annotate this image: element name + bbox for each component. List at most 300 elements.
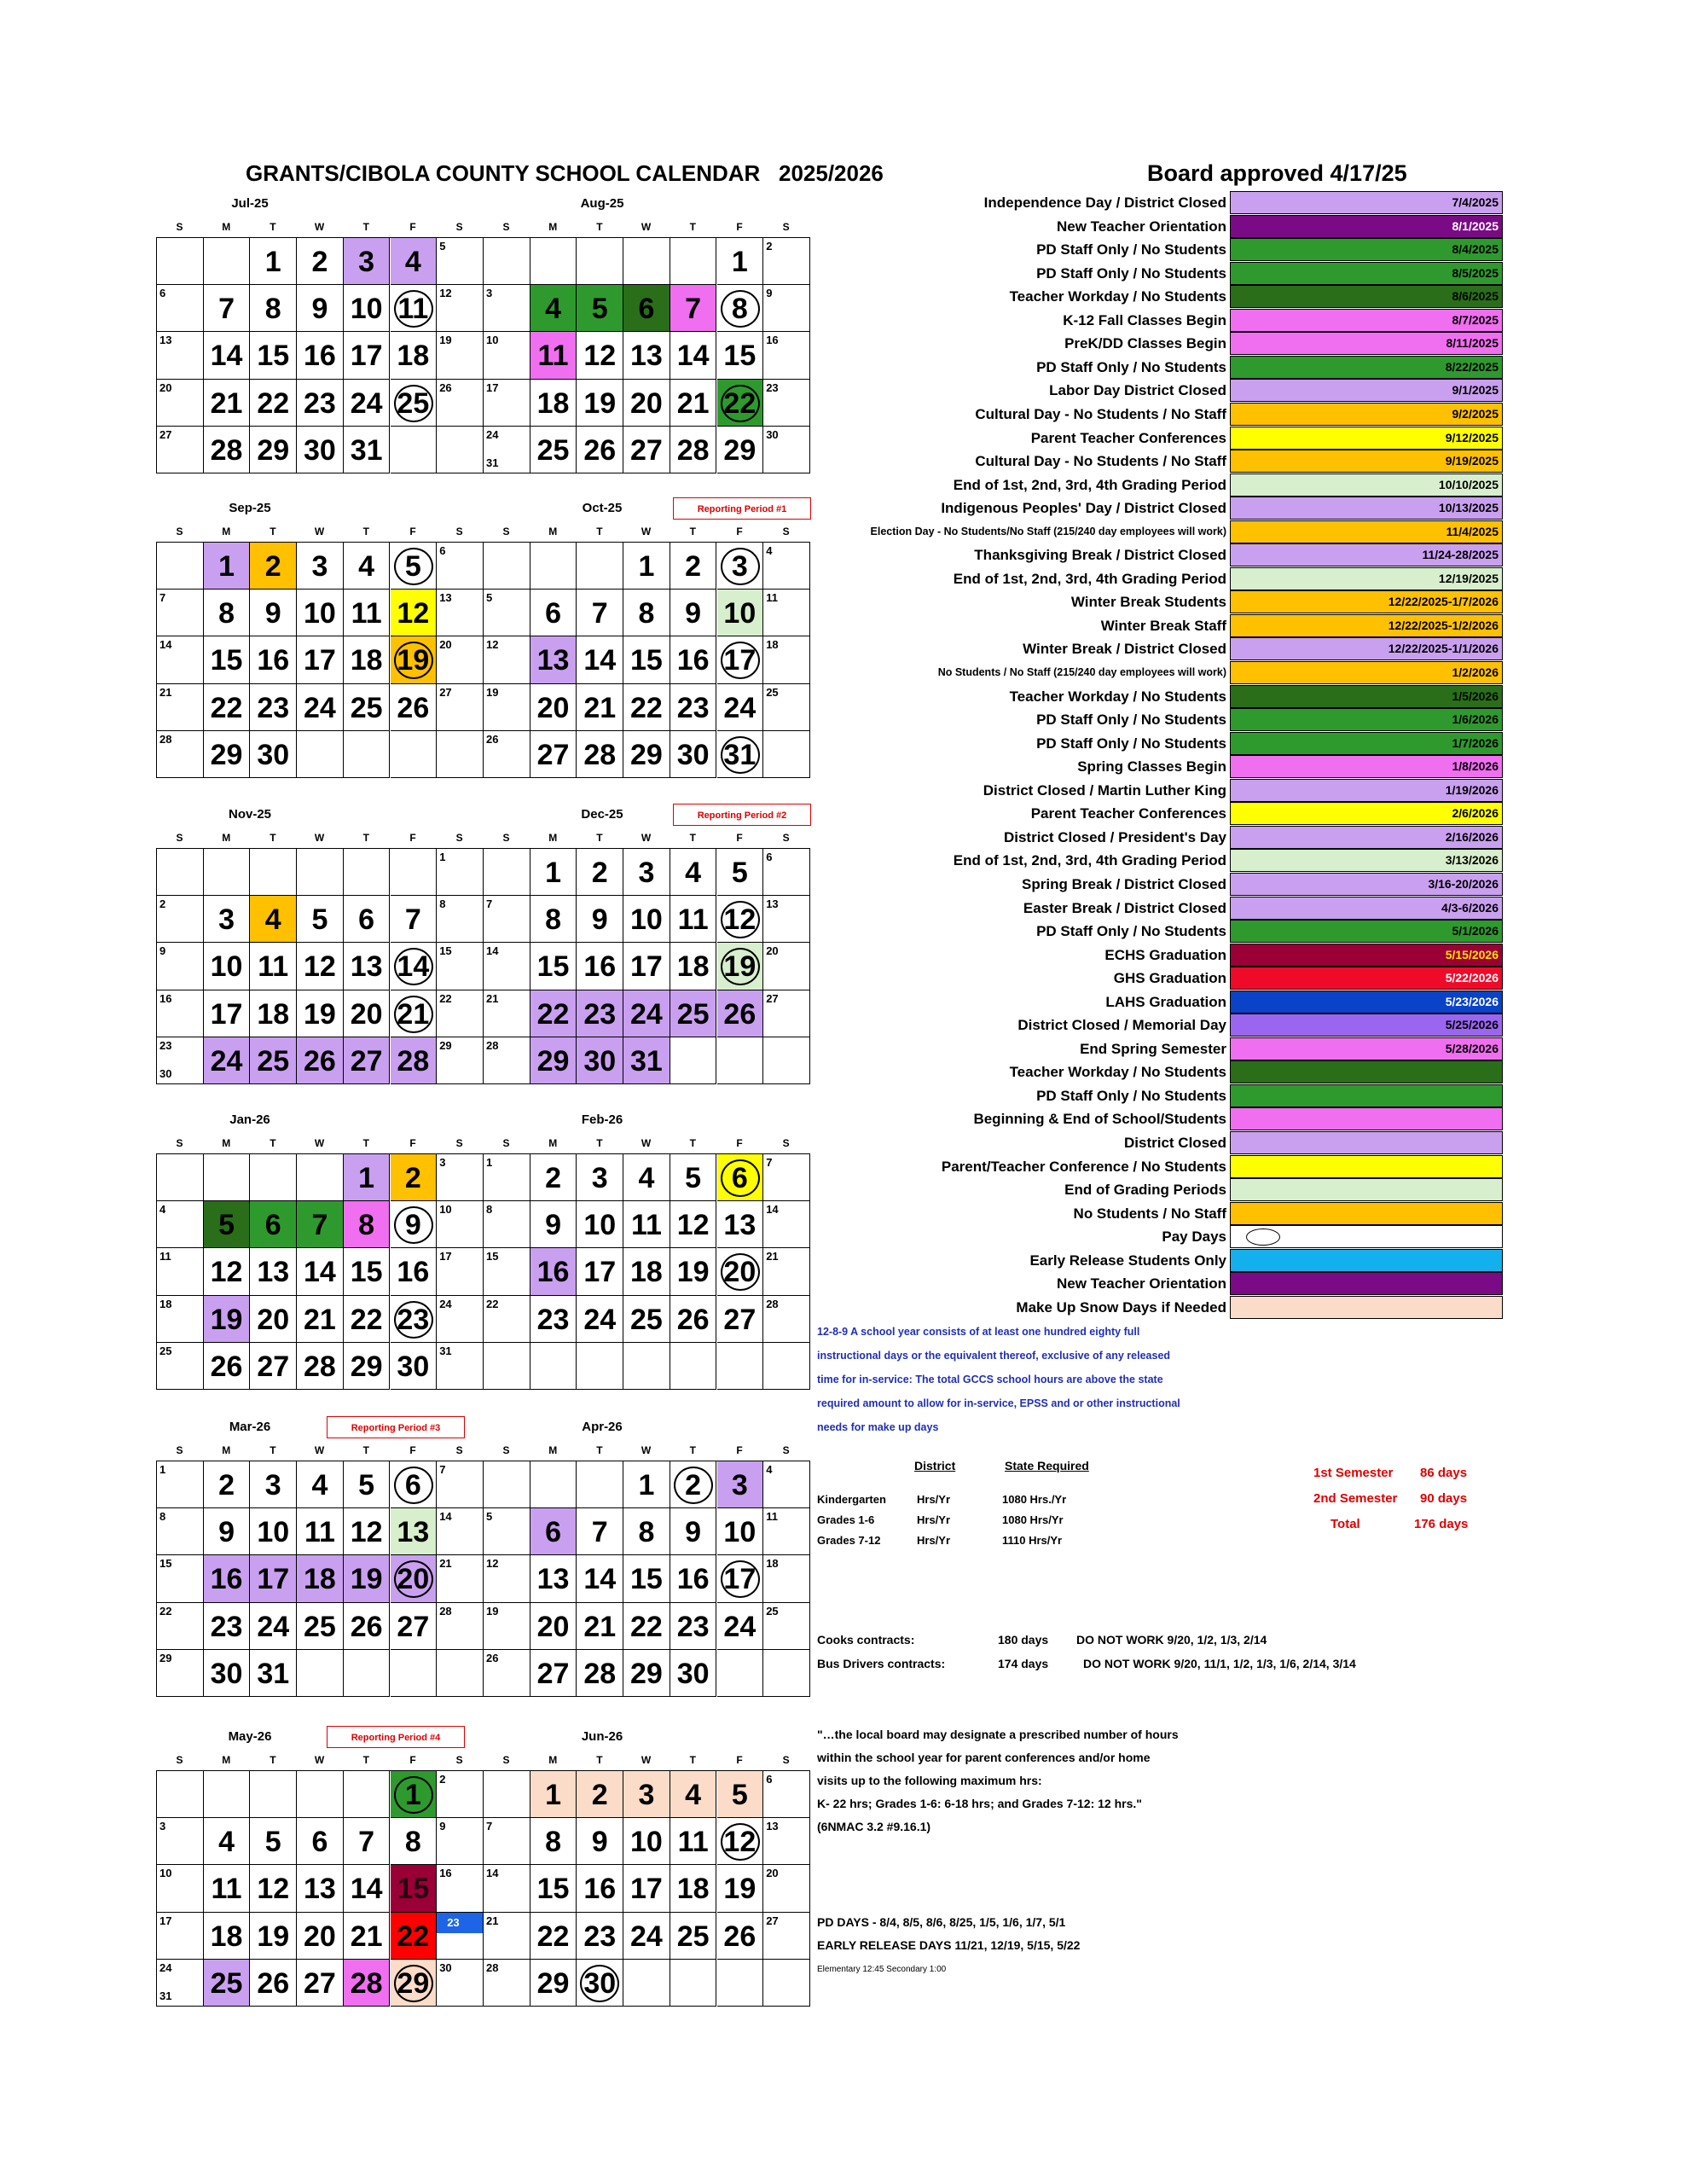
day-of-week-label: M [222,1444,231,1456]
event-date-swatch [1230,1060,1503,1083]
day-number: 2 [685,550,702,583]
contract-no-work-days: DO NOT WORK 9/20, 11/1, 1/2, 1/3, 1/6, 2/14, 3/14 [1083,1657,1356,1670]
reporting-period-label: Reporting Period #2 [673,804,811,826]
day-cell-2 [763,238,810,285]
month-title: Feb-26 [581,1112,623,1127]
calendar-title: GRANTS/CIBOLA COUNTY SCHOOL CALENDAR 2025/2026 [246,160,884,186]
day-cell-1 [530,849,577,896]
day-number: 11 [677,1826,709,1859]
day-cell-4 [250,896,297,943]
day-cell-5 [670,1154,717,1201]
day-cell-11 [530,332,577,379]
month-title: Sep-25 [229,501,271,515]
day-number: 6 [638,293,655,326]
day-cell-15 [437,943,484,990]
day-cell-24 [577,1296,623,1343]
day-of-week-label: F [409,526,416,537]
day-cell-11 [391,285,438,332]
day-number: 6 [311,1826,328,1859]
semester-days: 86 days [1420,1466,1468,1480]
release-times-note: Elementary 12:45 Secondary 1:00 [817,1965,947,1974]
day-cell-28 [157,731,204,778]
day-number: 13 [766,1820,779,1833]
day-number: 9 [311,293,328,326]
event-label: Teacher Workday / No Students [1009,288,1226,305]
day-number: 30 [397,1350,430,1383]
event-label: End of Grading Periods [1064,1182,1226,1199]
day-cell-18 [297,1555,344,1602]
day-number: 26 [723,1920,757,1953]
day-cell-12 [250,1865,297,1912]
day-number: 16 [676,1563,710,1596]
day-number: 12 [486,638,499,652]
day-cell-12 [717,1818,764,1865]
day-of-week-label: F [409,1137,416,1149]
day-number: 30 [210,1657,243,1690]
month-grid [156,542,484,778]
day-number: 5 [311,903,328,937]
day-cell-7 [484,1818,530,1865]
day-cell [670,1343,717,1390]
day-number: 1 [439,851,446,863]
day-cell-20 [250,1296,297,1343]
day-number: 20 [766,1867,779,1880]
day-cell-3 [297,543,344,590]
day-cell-5 [577,285,623,332]
day-cell-13 [250,1248,297,1295]
day-cell-13 [530,1555,577,1602]
event-label: Parent Teacher Conferences [1030,805,1226,822]
day-of-week-label: M [548,526,558,537]
day-of-week-label: S [455,1137,463,1149]
day-number: 20 [536,1610,570,1643]
day-cell-18 [670,943,717,990]
day-number: 7 [591,597,608,630]
day-number: 25 [397,386,430,420]
day-cell-9 [577,1818,623,1865]
day-number: 31 [486,456,499,469]
day-cell-19 [484,684,530,731]
event-date-swatch: 9/2/2025 [1230,403,1503,426]
day-number: 14 [210,340,243,373]
day-of-week-label: S [502,221,510,233]
day-cell-28 [577,1650,623,1697]
day-cell-15 [623,636,670,683]
day-number: 7 [358,1826,375,1859]
day-number: 31 [439,1344,452,1357]
day-cell-29 [530,1037,577,1084]
month-grid [483,1461,810,1697]
day-cell [157,1154,204,1201]
day-number: 25 [350,691,383,724]
day-number: 20 [439,638,452,652]
day-cell-22 [157,1603,204,1650]
event-label: New Teacher Orientation [1056,1275,1226,1292]
event-label: Parent/Teacher Conference / No Students [941,1158,1226,1175]
day-cell [623,1960,670,2007]
day-cell [391,427,438,473]
day-cell-14 [577,1555,623,1602]
day-number: 15 [257,340,290,373]
day-cell-12 [297,943,344,990]
day-cell-3 [717,543,764,590]
event-date-swatch: 2/16/2026 [1230,826,1503,849]
day-number: 27 [304,1966,336,2000]
day-cell-2 [577,849,623,896]
day-cell-10 [204,943,251,990]
day-of-week-label: F [409,1754,416,1766]
day-number: 19 [486,685,499,699]
payday-circle [721,642,760,679]
day-cell-2 [530,1154,577,1201]
day-number: 10 [257,1516,290,1549]
day-of-week-label: T [270,1444,276,1456]
day-cell-22 [344,1296,391,1343]
day-cell-14 [437,1508,484,1555]
day-number: 26 [304,1044,336,1077]
day-number: 31 [257,1657,290,1690]
day-cell-14 [297,1248,344,1295]
day-cell-22 [623,684,670,731]
day-cell-22 [204,684,251,731]
day-number: 29 [723,433,757,467]
day-number: 1 [404,1779,421,1811]
day-number: 25 [766,685,779,699]
day-cell-21 [577,1603,623,1650]
day-cell-8 [717,285,764,332]
event-date-swatch [1230,1296,1503,1319]
day-number: 24 [159,1960,172,1974]
day-cell-12 [670,1201,717,1248]
district-hours: Hrs/Yr [917,1513,951,1526]
day-number: 17 [630,950,663,984]
day-cell-29 [530,1960,577,2007]
day-of-week-label: T [596,221,603,233]
event-date-swatch: 5/22/2026 [1230,967,1503,990]
month-title: Mar-26 [229,1420,271,1434]
day-number: 18 [397,340,430,373]
day-number: 11 [677,903,709,937]
event-date-swatch: 8/11/2025 [1230,332,1503,355]
day-number: 15 [486,1250,499,1263]
day-cell-26 [297,1037,344,1084]
day-number: 16 [536,1256,570,1289]
payday-circle [394,1560,433,1598]
day-number: 7 [591,1516,608,1549]
day-cell-20 [344,990,391,1037]
payday-legend-swatch [1230,1225,1503,1248]
day-number: 15 [630,1563,663,1596]
state-hours: 1110 Hrs/Yr [1002,1534,1063,1547]
quote-line: "…the local board may designate a prescribed number of hours [817,1728,1179,1741]
day-cell [437,1650,484,1697]
day-number: 20 [536,691,570,724]
day-cell-19 [717,1865,764,1912]
event-label: Pay Days [1162,1228,1226,1246]
day-cell-18 [250,990,297,1037]
day-of-week-label: T [689,1444,696,1456]
day-cell [297,1650,344,1697]
day-number: 5 [486,591,493,605]
day-cell-26 [484,731,530,778]
day-number: 2 [685,1469,702,1502]
day-cell-26 [437,380,484,427]
day-of-week-label: S [502,526,510,537]
day-cell-15 [250,332,297,379]
event-date-swatch [1230,1178,1503,1201]
day-cell-4 [391,238,438,285]
day-cell-30 [204,1650,251,1697]
day-number: 12 [723,1826,757,1859]
day-cell-10 [484,332,530,379]
day-cell-16 [250,636,297,683]
day-cell-29 [437,1037,484,1084]
day-cell-5 [391,543,438,590]
day-number: 17 [723,1563,757,1596]
day-cell-1 [391,1771,438,1818]
day-cell-25 [763,1603,810,1650]
day-of-week-label: W [314,1137,325,1149]
day-cell-14 [204,332,251,379]
day-number: 27 [439,685,452,699]
day-number: 27 [159,427,172,441]
semester-label: 2nd Semester [1313,1491,1398,1506]
day-cell-23 [763,380,810,427]
day-cell-28 [670,427,717,473]
month-grid [156,1153,484,1390]
day-cell-27 [623,427,670,473]
day-cell-6 [763,849,810,896]
day-of-week-label: S [782,526,790,537]
day-of-week-label: T [270,526,276,537]
day-number: 11 [258,950,289,984]
day-cell [157,849,204,896]
day-cell-25 [157,1343,204,1390]
payday-circle [721,385,760,422]
day-number: 8 [439,897,446,911]
day-number: 3 [731,550,748,583]
day-of-week-label: W [314,1754,325,1766]
event-label: Make Up Snow Days if Needed [1016,1298,1226,1316]
day-cell-27 [391,1603,438,1650]
reporting-period-label: Reporting Period #1 [673,497,811,520]
day-number: 24 [350,386,383,420]
day-cell [391,1650,438,1697]
event-label: Cultural Day - No Students / No Staff [975,405,1226,422]
day-number: 22 [159,1604,172,1618]
event-label: End of 1st, 2nd, 3rd, 4th Grading Period [953,852,1226,869]
day-cell-17 [623,943,670,990]
day-cell-9 [391,1201,438,1248]
month-grid [156,237,484,473]
day-number: 19 [397,644,430,677]
day-number: 3 [591,1162,608,1194]
day-cell-6 [250,1201,297,1248]
day-of-week-label: S [176,221,183,233]
day-cell-6 [530,590,577,636]
day-cell-21 [297,1296,344,1343]
day-number: 7 [486,1820,493,1833]
day-cell-21 [344,1913,391,1960]
day-cell-1 [717,238,764,285]
day-number: 27 [766,1914,779,1927]
day-of-week-label: W [641,526,652,537]
day-of-week-label: M [222,221,231,233]
event-label: Parent Teacher Conferences [1030,429,1226,446]
day-number: 5 [486,1510,493,1524]
day-cell-5 [717,849,764,896]
day-cell-17 [484,380,530,427]
day-cell-12 [344,1508,391,1555]
day-cell-3 [623,849,670,896]
day-cell-22 [250,380,297,427]
day-number: 26 [676,1303,710,1336]
day-number: 26 [486,732,499,746]
day-number: 3 [358,246,375,278]
day-cell-31 [623,1037,670,1084]
day-cell-9 [250,590,297,636]
day-number: 29 [350,1350,383,1383]
semester-days: 90 days [1420,1491,1468,1506]
day-cell-7 [484,896,530,943]
day-cell [391,849,438,896]
day-number: 2 [591,857,608,889]
day-cell-7 [577,590,623,636]
day-number: 13 [723,1209,757,1242]
day-of-week-label: S [502,832,510,844]
day-cell-8 [437,896,484,943]
day-of-week-label: S [782,221,790,233]
day-cell-16 [763,332,810,379]
day-cell-6 [157,285,204,332]
day-number: 10 [723,597,757,630]
event-label: End Spring Semester [1080,1040,1226,1057]
district-hours: Hrs/Yr [917,1493,951,1506]
day-cell-12 [484,636,530,683]
day-of-week-label: S [176,1137,183,1149]
day-cell-13 [157,332,204,379]
day-cell-3 [204,896,251,943]
day-number: 10 [723,1516,757,1549]
day-cell-10 [157,1865,204,1912]
day-cell-23 [530,1296,577,1343]
day-cell-24 [623,1913,670,1960]
day-cell-4 [530,285,577,332]
day-cell-31 [250,1650,297,1697]
day-cell-6 [437,543,484,590]
day-number: 5 [731,1779,748,1811]
day-number: 17 [304,644,336,677]
day-cell-29 [250,427,297,473]
day-number: 12 [257,1873,290,1906]
day-number: 23 [766,380,779,394]
day-number: 6 [545,1516,561,1549]
event-date-swatch: 1/8/2026 [1230,755,1503,778]
day-of-week-label: T [362,1754,369,1766]
day-number: 13 [630,340,663,373]
day-of-week-label: T [270,1137,276,1149]
day-cell-20 [297,1913,344,1960]
day-number: 17 [723,644,757,677]
day-cell-30 [577,1960,623,2007]
day-cell-9 [670,590,717,636]
payday-circle [721,1253,760,1291]
day-of-week-label: T [362,221,369,233]
payday-circle [394,642,433,679]
day-number: 18 [766,1557,779,1571]
day-number: 14 [350,1873,383,1906]
day-cell-7 [763,1154,810,1201]
day-cell-24 [484,427,530,473]
day-cell-17 [157,1913,204,1960]
day-cell [577,238,623,285]
day-cell-5 [717,1771,764,1818]
day-number: 19 [723,950,757,984]
day-of-week-label: T [362,526,369,537]
event-date-swatch: 9/1/2025 [1230,379,1503,402]
day-cell-1 [484,1154,530,1201]
day-number: 9 [545,1209,561,1242]
day-cell-14 [344,1865,391,1912]
day-cell-15 [204,636,251,683]
day-number: 8 [264,293,281,326]
day-of-week-label: W [641,1754,652,1766]
day-number: 24 [723,691,757,724]
day-number: 25 [210,1966,243,2000]
day-cell [157,1771,204,1818]
day-cell-26 [344,1603,391,1650]
day-number: 11 [351,597,382,630]
day-cell [577,1343,623,1390]
day-cell-5 [484,1508,530,1555]
day-cell-5 [250,1818,297,1865]
day-number: 23 [676,691,710,724]
day-cell-13 [391,1508,438,1555]
day-cell-15 [391,1865,438,1912]
day-cell-28 [484,1037,530,1084]
day-number: 7 [486,897,493,911]
payday-circle [721,948,760,985]
day-cell-16 [577,1865,623,1912]
day-number: 4 [358,550,375,583]
day-of-week-label: S [782,1754,790,1766]
day-of-week-label: M [548,832,558,844]
day-number: 3 [638,1779,655,1811]
day-cell-19 [204,1296,251,1343]
day-number: 22 [536,997,570,1031]
day-cell-8 [530,896,577,943]
day-cell-3 [157,1818,204,1865]
day-number: 31 [630,1044,663,1077]
day-cell-24 [717,1603,764,1650]
day-number: 23 [447,1915,460,1929]
day-number: 5 [218,1209,235,1242]
day-number: 18 [257,997,290,1031]
day-cell-23 [670,684,717,731]
day-cell-15 [623,1555,670,1602]
day-number: 2 [766,240,773,253]
day-cell-2 [157,896,204,943]
day-cell-23 [391,1296,438,1343]
day-number: 28 [583,738,617,771]
day-cell-26 [391,684,438,731]
day-cell-31 [437,1343,484,1390]
payday-circle [394,948,433,985]
day-cell-11 [670,896,717,943]
day-cell-10 [297,590,344,636]
day-of-week-label: S [455,526,463,537]
day-cell-23 [297,380,344,427]
